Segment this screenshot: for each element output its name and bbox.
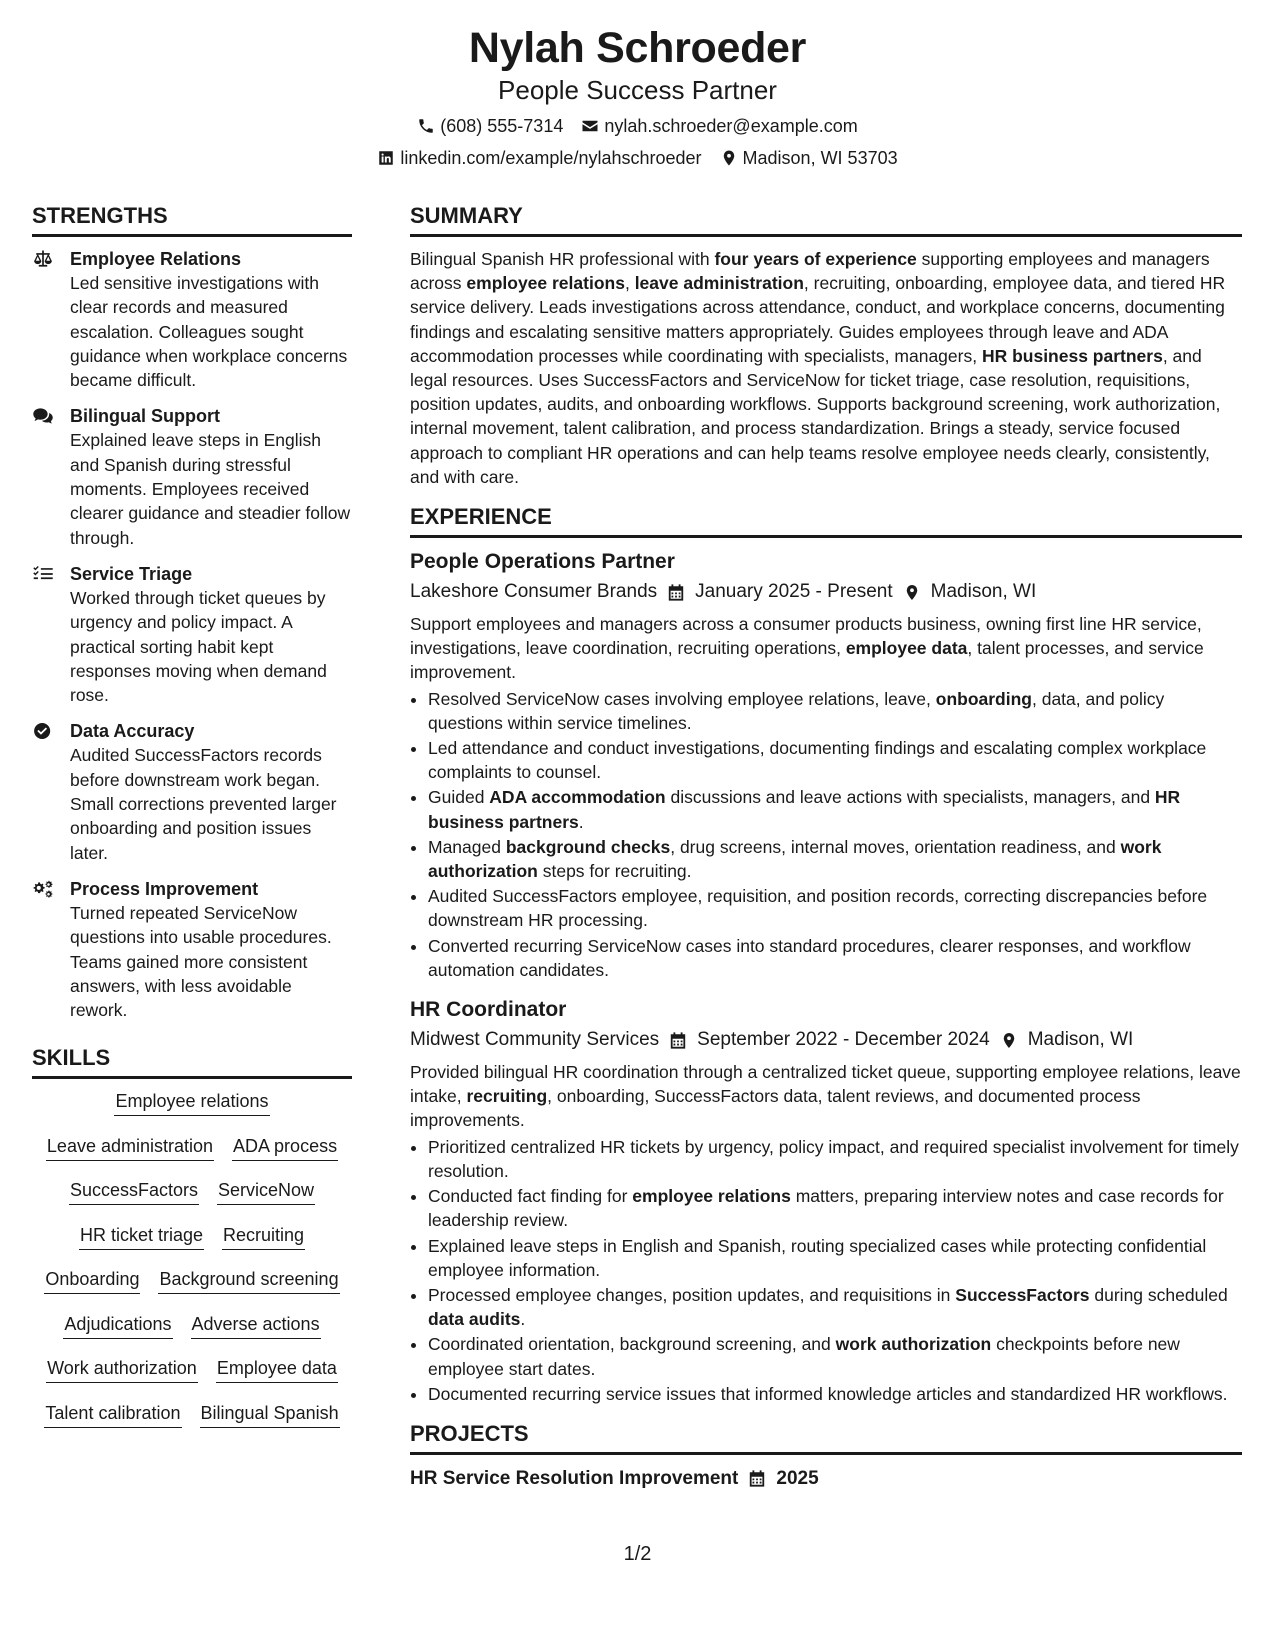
job-dates: September 2022 - December 2024 — [697, 1029, 990, 1051]
skill-tag: Leave administration — [46, 1134, 214, 1161]
skill-row — [32, 1089, 352, 1134]
job-bullets — [410, 687, 1242, 982]
candidate-title: People Success Partner — [498, 75, 777, 105]
map-pin-icon — [720, 149, 738, 167]
strengths-list — [32, 247, 352, 1022]
project-year: 2025 — [776, 1467, 819, 1489]
skill-tag: Work authorization — [46, 1356, 198, 1383]
job-bullet: • Coordinated orientation, background screening, and work authorization checkpoints before new employee start dates. — [428, 1332, 1242, 1380]
experience-heading: EXPERIENCE — [410, 503, 1242, 538]
linkedin-text: linkedin.com/example/nylahschroeder — [400, 148, 702, 168]
skill-row — [32, 1267, 352, 1312]
strength-item — [32, 404, 352, 549]
skill-row — [32, 1356, 352, 1401]
candidate-name: Nylah Schroeder — [468, 24, 807, 72]
strength-title: Process Improvement — [70, 878, 259, 899]
strength-title: Service Triage — [70, 563, 193, 584]
page-number: 1/2 — [623, 1543, 652, 1565]
contact-email[interactable] — [581, 114, 857, 138]
strength-title: Data Accuracy — [70, 721, 195, 742]
contact-row-2 — [0, 146, 1275, 170]
job-bullet: • Conducted fact finding for employee relations matters, preparing interview notes and case records for leadership review. — [428, 1184, 1242, 1232]
job-bullets — [410, 1135, 1242, 1406]
job-entry — [410, 996, 1242, 1406]
job-bullet: • Guided ADA accommodation discussions and leave actions with specialists, managers, and HR business partners. — [428, 785, 1242, 833]
contact-phone[interactable] — [417, 114, 563, 138]
jobs-list — [410, 548, 1242, 1406]
job-bullet: • Processed employee changes, position updates, and requisitions in SuccessFactors during scheduled data audits. — [428, 1283, 1242, 1331]
skill-row — [32, 1401, 352, 1446]
skill-row — [32, 1312, 352, 1357]
job-title: HR Coordinator — [410, 998, 567, 1022]
resume-header — [0, 0, 1275, 170]
skill-tag: Talent calibration — [44, 1401, 181, 1428]
strength-item — [32, 719, 352, 864]
skill-row — [32, 1134, 352, 1179]
strength-item — [32, 247, 352, 392]
strength-desc: Worked through ticket queues by urgency and policy impact. A practical sorting habit kept responses moving when demand rose. — [70, 587, 327, 706]
strength-title: Employee Relations — [70, 249, 242, 269]
skill-tag: Employee data — [216, 1356, 338, 1383]
envelope-icon — [581, 117, 599, 135]
project-title: HR Service Resolution Improvement — [410, 1467, 739, 1489]
project-entry — [410, 1465, 1242, 1493]
skill-tag: ADA process — [232, 1134, 338, 1161]
skill-row — [32, 1223, 352, 1268]
left-column — [32, 202, 352, 1493]
skill-tag: Employee relations — [114, 1089, 269, 1116]
job-bullet: • Prioritized centralized HR tickets by urgency, policy impact, and required specialist involvement for timely resolution. — [428, 1135, 1242, 1183]
strength-desc: Explained leave steps in English and Spanish during stressful moments. Employees received clearer guidance and steadier follow through. — [70, 430, 351, 548]
skill-row — [32, 1178, 352, 1223]
skill-tag: Adjudications — [63, 1312, 172, 1339]
phone-icon — [417, 117, 435, 135]
job-bullet: • Managed background checks, drug screens, internal moves, orientation readiness, and work authorization steps for recruiting. — [428, 835, 1242, 883]
job-company: Midwest Community Services — [410, 1029, 660, 1051]
calendar-icon — [667, 583, 685, 602]
skill-tag: Bilingual Spanish — [200, 1401, 340, 1428]
job-bullet: • Led attendance and conduct investigations, documenting findings and escalating complex workplace complaints to counsel. — [428, 736, 1242, 784]
summary-text: Bilingual Spanish HR professional with four years of experience supporting employees and managers across employee relations, leave administration, recruiting, onboarding, employee data, and tiered HR service delivery. Leads investigations across attendance, conduct, and workplace concerns, documenting findings and escalating sensitive matters appropriately. Guides employees through leave and ADA accommodation processes while coordinating with specialists, managers, HR business partners, and legal resources. Uses SuccessFactors and ServiceNow for ticket triage, case resolution, requisitions, position updates, audits, and onboarding workflows. Supports background screening, work authorization, internal movement, talent calibration, and process standardization. Brings a steady, service focused approach to compliant HR operations and can help teams resolve employee needs clearly, consistently, and with care. — [410, 249, 1226, 487]
job-location: Madison, WI — [930, 581, 1037, 603]
job-location: Madison, WI — [1027, 1029, 1134, 1051]
strength-desc: Turned repeated ServiceNow questions into usable procedures. Teams gained more consistent answers, with less avoidable rework. — [70, 902, 332, 1021]
job-entry — [410, 548, 1242, 982]
contact-location — [720, 146, 898, 170]
job-bullet: • Audited SuccessFactors employee, requisition, and position records, correcting discrepancies before downstream HR processing. — [428, 884, 1242, 932]
checklist-icon — [32, 562, 70, 707]
strengths-heading: STRENGTHS — [32, 202, 352, 237]
projects-heading: PROJECTS — [410, 1420, 1242, 1455]
job-bullet: • Explained leave steps in English and Spanish, routing specialized cases while protecting confidential employee information. — [428, 1234, 1242, 1282]
skills-list — [32, 1089, 352, 1445]
skill-tag: ServiceNow — [217, 1178, 315, 1205]
projects-list — [410, 1465, 1242, 1493]
contact-linkedin[interactable] — [377, 146, 701, 170]
strength-desc: Led sensitive investigations with clear records and measured escalation. Colleagues sought guidance when workplace concerns became difficult. — [70, 273, 348, 391]
skill-tag: SuccessFactors — [69, 1178, 199, 1205]
job-description: Provided bilingual HR coordination through a centralized ticket queue, supporting employee relations, leave intake, recruiting, onboarding, SuccessFactors data, talent reviews, and documented process improvements. — [410, 1062, 1241, 1131]
check-circle-icon — [32, 719, 70, 864]
strength-title: Bilingual Support — [70, 406, 220, 427]
chat-icon — [32, 404, 70, 549]
skill-tag: Adverse actions — [191, 1312, 321, 1339]
map-pin-icon — [1000, 1031, 1018, 1050]
resume-body — [32, 202, 1243, 1493]
job-bullet: • Resolved ServiceNow cases involving employee relations, leave, onboarding, data, and policy questions within service timelines. — [428, 687, 1242, 735]
calendar-icon — [748, 1469, 766, 1488]
gears-icon — [32, 877, 70, 1022]
contact-row-1 — [0, 114, 1275, 138]
skill-tag: HR ticket triage — [79, 1223, 204, 1250]
map-pin-icon — [903, 583, 921, 602]
location-text: Madison, WI 53703 — [742, 148, 898, 168]
job-title: People Operations Partner — [410, 550, 675, 574]
linkedin-icon — [377, 149, 395, 167]
summary-heading: SUMMARY — [410, 202, 1242, 237]
skill-tag: Background screening — [158, 1267, 339, 1294]
scale-icon — [32, 247, 70, 392]
skill-tag: Recruiting — [222, 1223, 305, 1250]
job-meta — [410, 578, 1242, 606]
phone-text: (608) 555-7314 — [440, 116, 564, 136]
email-text: nylah.schroeder@example.com — [604, 116, 858, 136]
job-bullet: • Converted recurring ServiceNow cases into standard procedures, clearer responses, and workflow automation candidates. — [428, 934, 1242, 982]
strength-item — [32, 877, 352, 1022]
skill-tag: Onboarding — [44, 1267, 140, 1294]
job-bullet: • Documented recurring service issues that informed knowledge articles and standardized HR workflows. — [428, 1382, 1242, 1406]
skills-heading: SKILLS — [32, 1044, 352, 1079]
job-dates: January 2025 - Present — [695, 581, 893, 603]
right-column — [410, 202, 1242, 1493]
strength-item — [32, 562, 352, 707]
job-company: Lakeshore Consumer Brands — [410, 581, 658, 603]
job-description: Support employees and managers across a consumer products business, owning first line HR service, investigations, leave coordination, recruiting operations, employee data, talent processes, and service improvement. — [410, 614, 1204, 683]
job-meta — [410, 1026, 1242, 1054]
calendar-icon — [669, 1031, 687, 1050]
strength-desc: Audited SuccessFactors records before downstream work began. Small corrections prevented larger onboarding and position issues later. — [70, 745, 337, 863]
